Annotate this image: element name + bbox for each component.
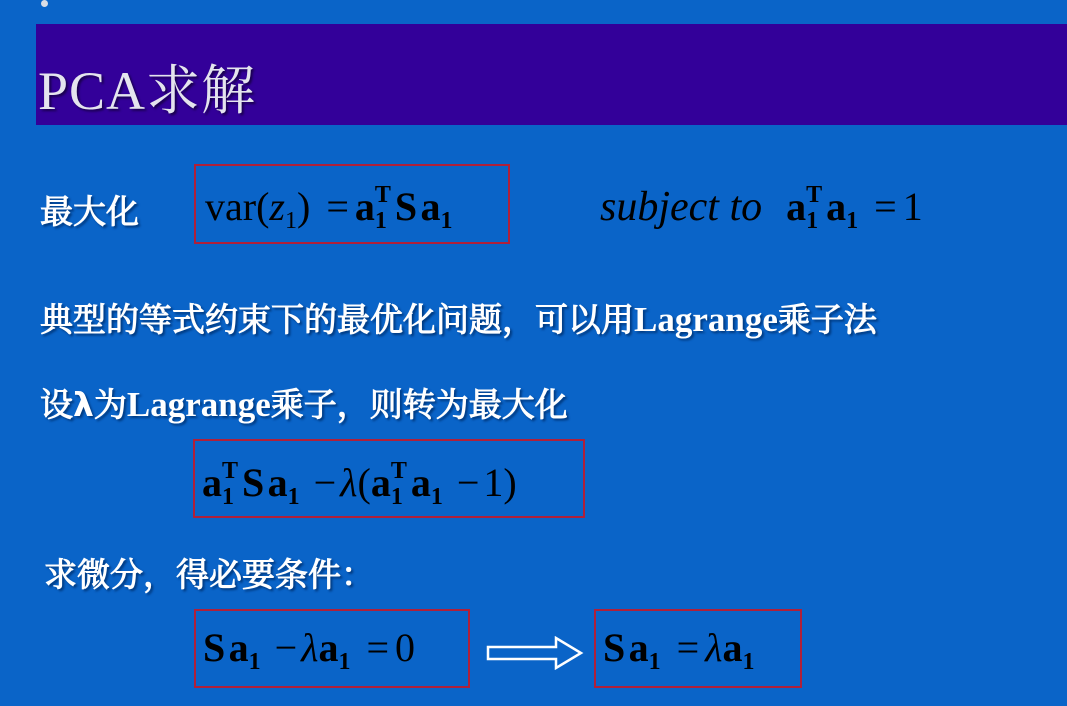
slide-title: PCA求解	[38, 61, 257, 121]
formula-variance: $var(z_1) = a_1^T$ S $a_1$	[205, 182, 453, 234]
formula-derivative: S $a_1 - \lambda a_1 = 0$	[203, 625, 416, 675]
formula-constraint: subject to $a_1^T$ $a_1 = 1$	[600, 182, 923, 234]
implies-arrow-icon	[486, 636, 584, 670]
line-lagrange-method: 典型的等式约束下的最优化问题，可以用Lagrange乘子法	[40, 300, 877, 339]
maximize-label: 最大化	[40, 192, 139, 231]
formula-lagrangian: $a_1^T$ S $a_1 - \lambda(a_1^T$ $a_1 - 1$)	[202, 458, 517, 510]
line-derivative: 求微分，得必要条件：	[44, 555, 374, 594]
formula-eigen: S $a_1 = \lambda a_1$	[603, 625, 755, 675]
line-set-lambda: 设λ为Lagrange乘子，则转为最大化	[40, 385, 568, 424]
bullet-dot	[41, 0, 48, 7]
